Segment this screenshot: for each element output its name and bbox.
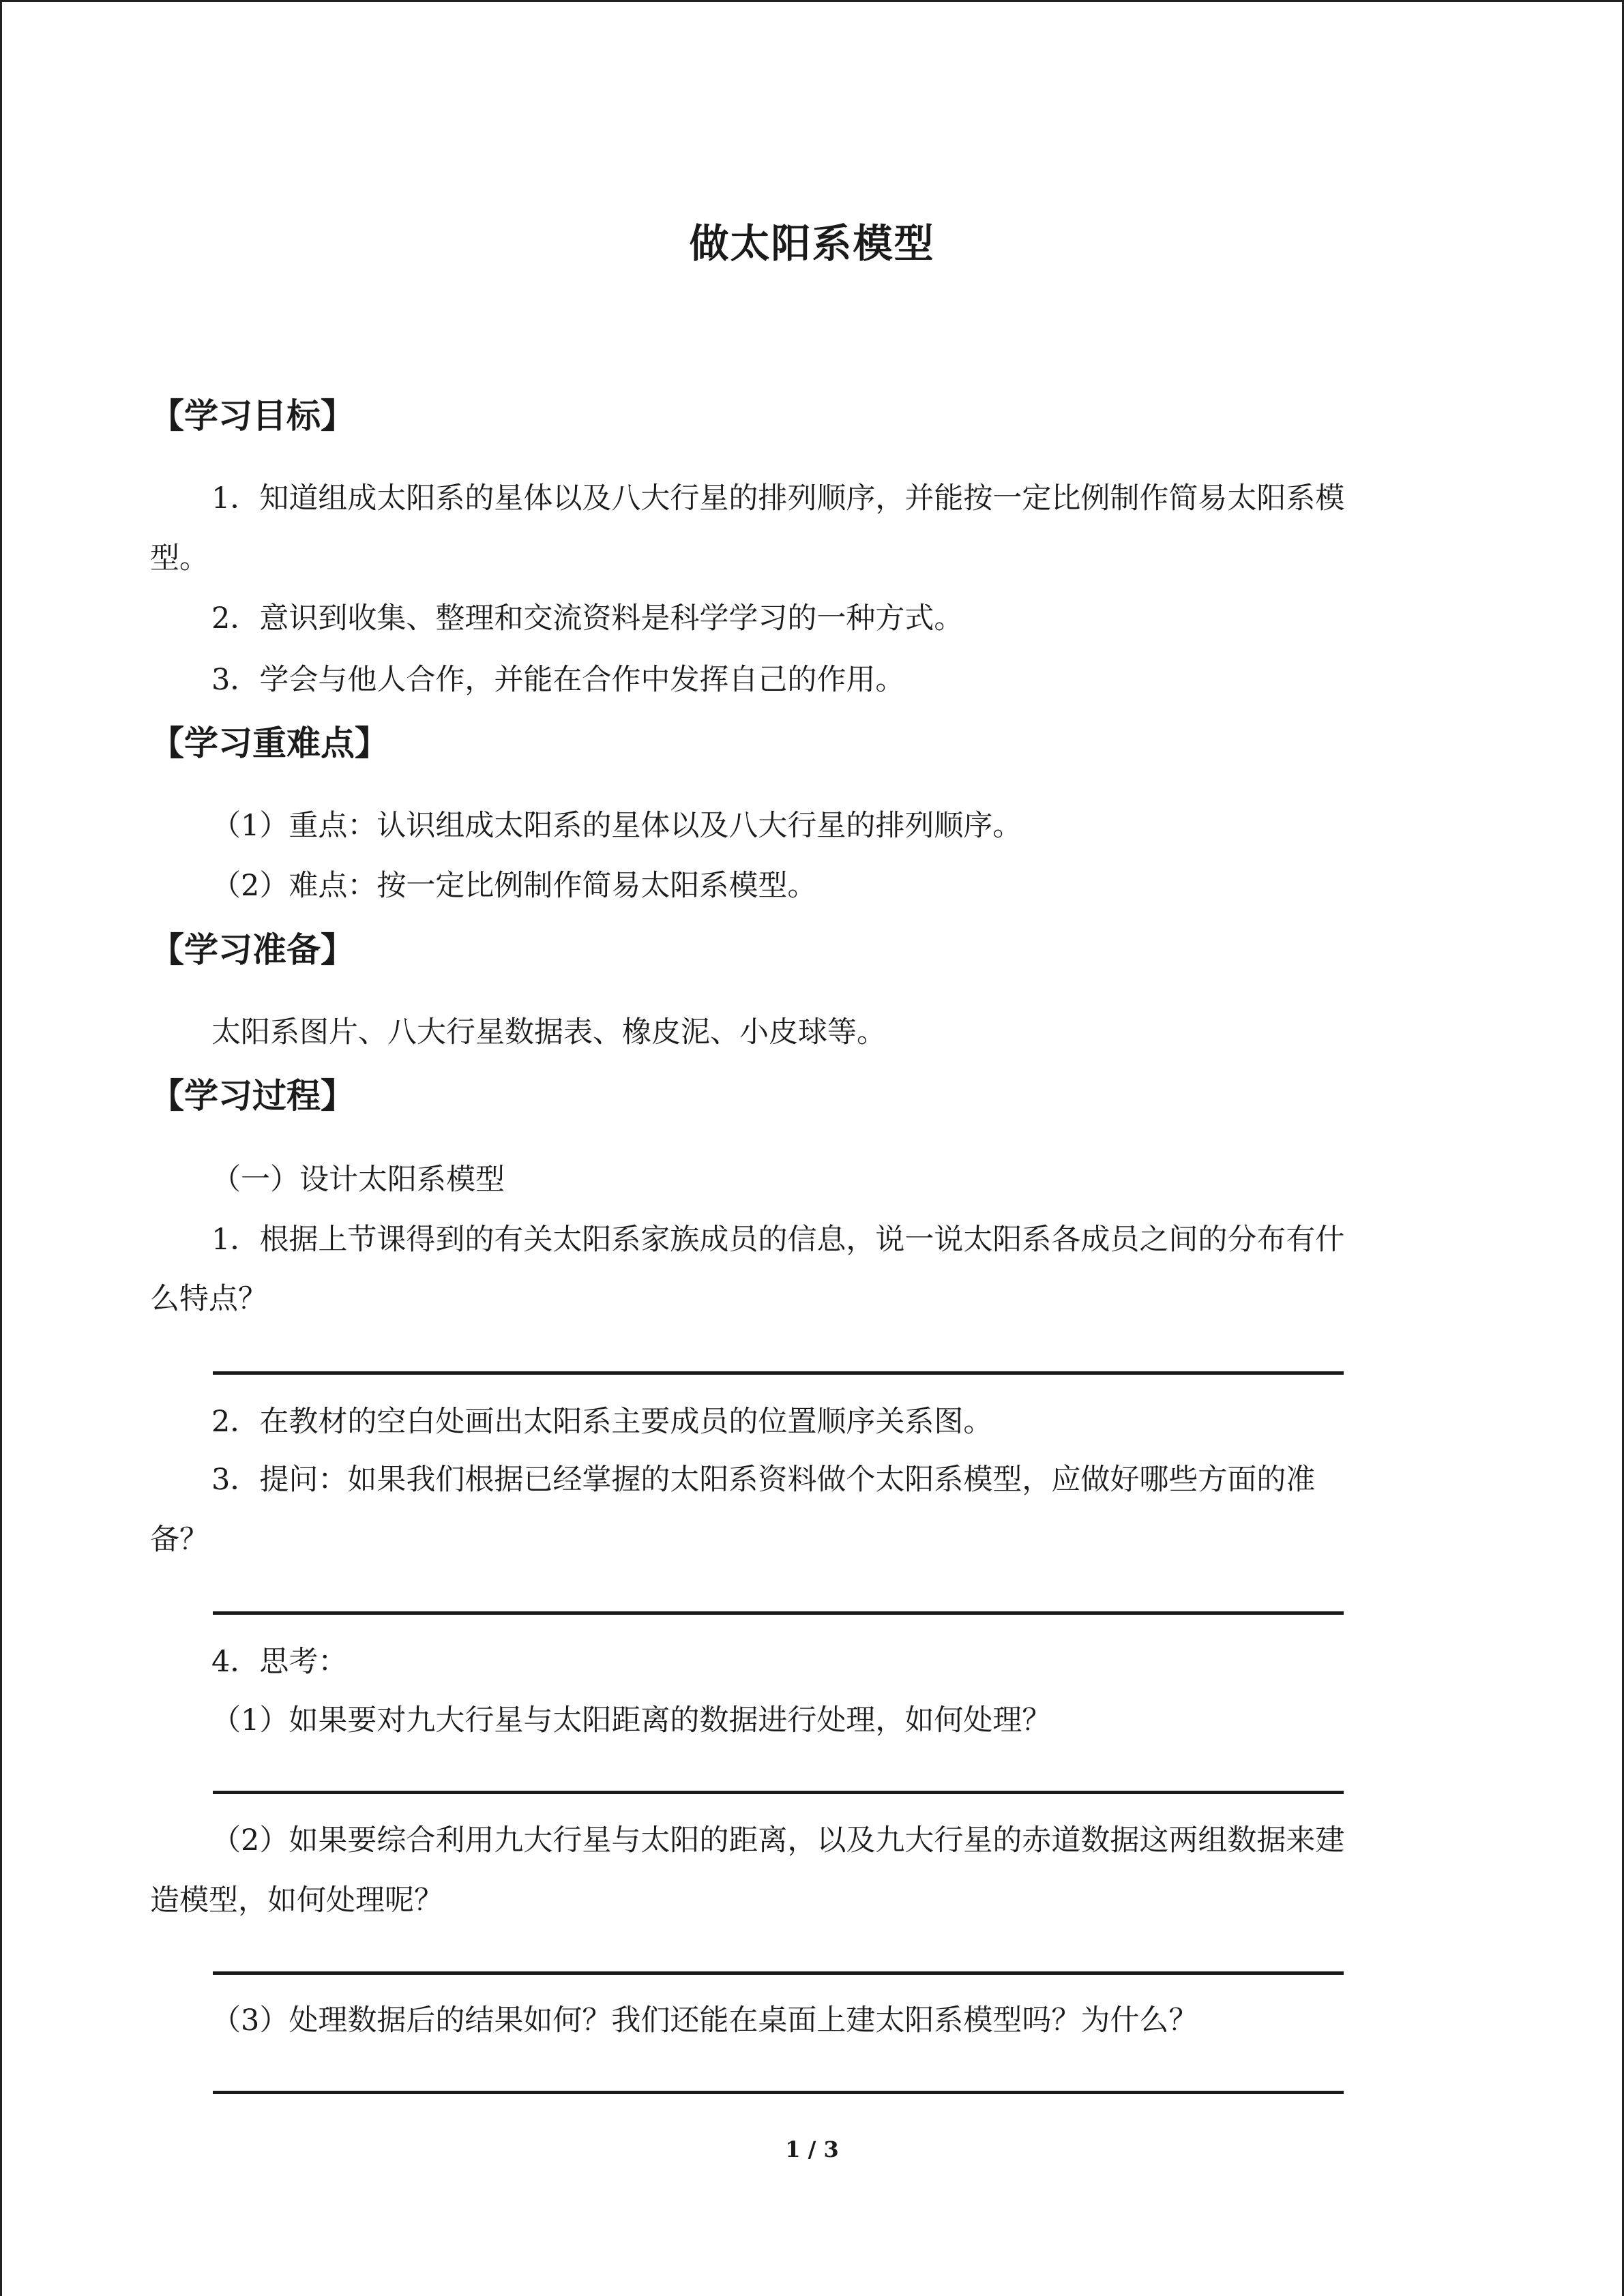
question-1-line-2: 么特点？: [150, 1282, 267, 1316]
page-border-top: [0, 0, 1624, 2]
goals-heading: 【学习目标】: [150, 396, 355, 436]
key-point-1: （1）重点：认识组成太阳系的星体以及八大行星的排列顺序。: [211, 809, 1022, 843]
preparation-text: 太阳系图片、八大行星数据表、橡皮泥、小皮球等。: [211, 1015, 886, 1049]
question-4-2-line-1: （2）如果要综合利用九大行星与太阳的距离，以及九大行星的赤道数据这两组数据来建: [211, 1823, 1345, 1858]
question-4-3: （3）处理数据后的结果如何？我们还能在桌面上建太阳系模型吗？为什么？: [211, 2003, 1198, 2038]
goal-item-2: 2．意识到收集、整理和交流资料是科学学习的一种方式。: [211, 601, 964, 636]
question-1-line-1: 1．根据上节课得到的有关太阳系家族成员的信息，说一说太阳系各成员之间的分布有什: [211, 1223, 1345, 1257]
question-4: 4．思考：: [211, 1645, 348, 1679]
goal-item-1-line-1: 1．知道组成太阳系的星体以及八大行星的排列顺序，并能按一定比例制作简易太阳系模: [211, 481, 1345, 516]
process-heading: 【学习过程】: [150, 1076, 355, 1116]
goal-item-3: 3．学会与他人合作，并能在合作中发挥自己的作用。: [211, 663, 905, 697]
answer-line-2: [213, 1611, 1344, 1615]
preparation-heading: 【学习准备】: [150, 930, 355, 970]
key-points-heading: 【学习重难点】: [150, 724, 389, 763]
question-3-line-1: 3．提问：如果我们根据已经掌握的太阳系资料做个太阳系模型，应做好哪些方面的准: [211, 1463, 1316, 1497]
answer-line-1: [213, 1371, 1344, 1375]
question-4-1: （1）如果要对九大行星与太阳距离的数据进行处理，如何处理？: [211, 1703, 1052, 1738]
page-border-left: [0, 0, 2, 2296]
answer-line-3: [213, 1791, 1344, 1794]
key-point-2: （2）难点：按一定比例制作简易太阳系模型。: [211, 869, 817, 903]
question-4-2-line-2: 造模型，如何处理呢？: [150, 1883, 443, 1918]
question-2: 2．在教材的空白处画出太阳系主要成员的位置顺序关系图。: [211, 1405, 993, 1439]
goal-item-1-line-2: 型。: [150, 541, 209, 576]
answer-line-5: [213, 2091, 1344, 2094]
process-subheading: （一）设计太阳系模型: [211, 1163, 505, 1197]
page-title: 做太阳系模型: [689, 220, 935, 267]
answer-line-4: [213, 1971, 1344, 1975]
page-number: 1 / 3: [785, 2136, 839, 2162]
question-3-line-2: 备？: [150, 1523, 209, 1557]
